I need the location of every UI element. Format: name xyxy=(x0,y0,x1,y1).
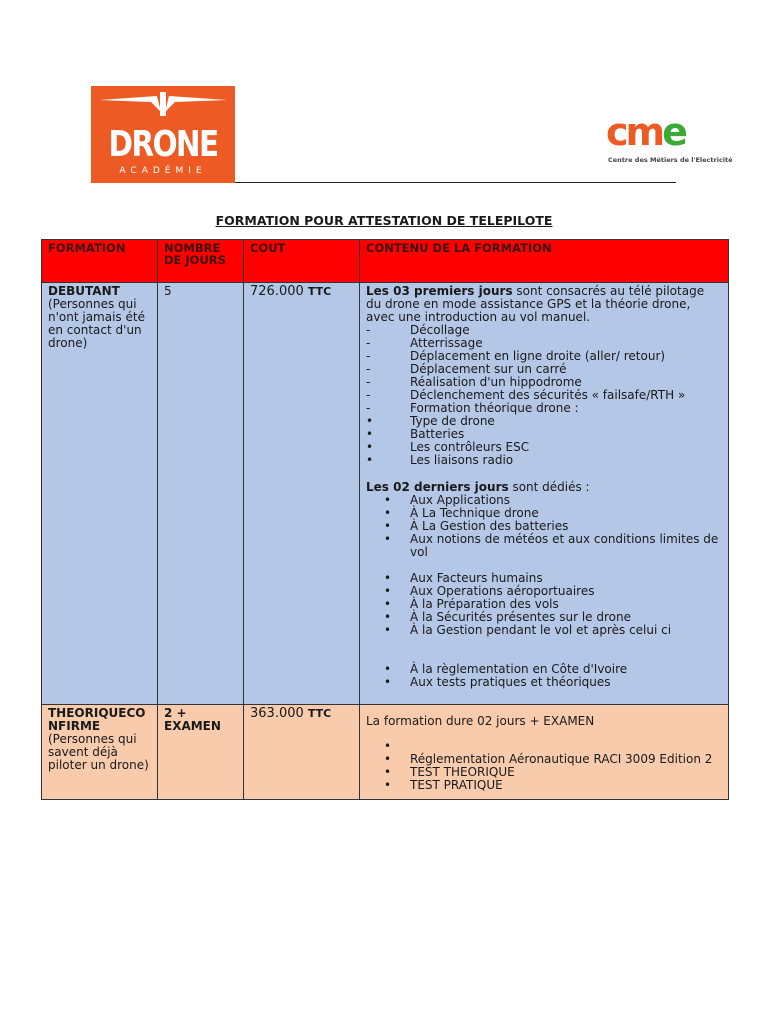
list-item: - Décollage xyxy=(366,323,470,337)
list-item: • À la Sécurités présentes sur le drone xyxy=(384,610,631,624)
cell-cost xyxy=(244,705,360,800)
cme-logo-subtext: Centre des Métiers de l'Electricité xyxy=(608,156,733,164)
cell-cost xyxy=(244,283,360,705)
table-row xyxy=(42,283,729,705)
intro-bold: Les 03 premiers jours xyxy=(366,284,513,298)
cme-letter-e: e xyxy=(662,110,685,154)
list-item: • Batteries xyxy=(366,427,465,441)
list-item: • TEST PRATIQUE xyxy=(384,778,503,792)
part2-text: sont dédiés : xyxy=(508,480,590,494)
list-item: • Aux Applications xyxy=(384,493,511,507)
table-row xyxy=(42,705,729,800)
header-formation: FORMATION xyxy=(42,240,158,283)
list-item: • À la règlementation en Côte d'Ivoire xyxy=(384,662,628,676)
price-value: 726.000 xyxy=(250,284,304,299)
list-item: • Type de drone xyxy=(366,414,495,428)
cell-content xyxy=(360,705,729,800)
list-item: • Aux notions de météos et aux conditions limites de vol xyxy=(384,532,719,559)
formation-desc: (Personnes qui savent déjà piloter un drone) xyxy=(48,732,149,772)
price-unit: TTC xyxy=(307,707,332,720)
cell-content xyxy=(360,283,729,705)
price-value: 363.000 xyxy=(250,706,304,721)
list-item: • Les liaisons radio xyxy=(366,453,514,467)
drone-logo-text: DRONE xyxy=(108,124,218,165)
cme-letter-c: c xyxy=(606,110,626,154)
list-item: - Déclenchement des sécurités « failsafe/RTH » xyxy=(366,388,686,402)
header-rule xyxy=(235,182,676,183)
table-header-row xyxy=(42,240,729,283)
list-item: - Déplacement en ligne droite (aller/ retour) xyxy=(366,349,666,363)
list-item: • Aux Operations aéroportuaires xyxy=(384,584,595,598)
list-item: • Réglementation Aéronautique RACI 3009 Edition 2 xyxy=(384,752,713,766)
list-item: • xyxy=(384,739,392,753)
summary-text: La formation dure 02 jours + EXAMEN xyxy=(366,714,595,728)
list-item: • Aux Facteurs humains xyxy=(384,571,543,585)
cell-formation xyxy=(42,705,158,800)
list-item: • Les contrôleurs ESC xyxy=(366,440,530,454)
formation-table xyxy=(41,239,729,800)
header-cost: COUT xyxy=(244,240,360,283)
list-item: • À La Gestion des batteries xyxy=(384,519,569,533)
list-item: - Réalisation d'un hippodrome xyxy=(366,375,582,389)
intro-text: sont consacrés au télé pilotage du drone en mode assistance GPS et la théorie drone, avec une introduction au vol manuel. xyxy=(366,284,705,324)
cme-letter-m: m xyxy=(625,110,663,154)
formation-desc: (Personnes qui n'ont jamais été en contact d'un drone) xyxy=(48,297,145,350)
cell-days: 2 + EXAMEN xyxy=(158,705,244,800)
cme-logo xyxy=(606,110,733,168)
list-item: • TEST THEORIQUE xyxy=(384,765,515,779)
formation-name: THEORIQUECONFIRME xyxy=(48,706,146,733)
header-days: NOMBRE DE JOURS xyxy=(158,240,244,283)
cell-formation xyxy=(42,283,158,705)
document-title: FORMATION POUR ATTESTATION DE TELEPILOTE xyxy=(215,213,553,228)
drone-logo-subtext: ACADÉMIE xyxy=(119,166,207,176)
list-item: • Aux tests pratiques et théoriques xyxy=(384,675,611,689)
formation-name: DEBUTANT xyxy=(48,284,120,298)
drone-academie-logo xyxy=(91,86,235,183)
list-item: - Atterrissage xyxy=(366,336,483,350)
list-item: • À la Gestion pendant le vol et après celui ci xyxy=(384,623,672,637)
list-item: • À La Technique drone xyxy=(384,506,539,520)
cell-days: 5 xyxy=(158,283,244,705)
list-item: - Déplacement sur un carré xyxy=(366,362,567,376)
price-unit: TTC xyxy=(307,285,332,298)
part2-bold: Les 02 derniers jours xyxy=(366,480,509,494)
list-item: - Formation théorique drone : xyxy=(366,401,579,415)
list-item: • À la Préparation des vols xyxy=(384,597,559,611)
header-content: CONTENU DE LA FORMATION xyxy=(360,240,729,283)
